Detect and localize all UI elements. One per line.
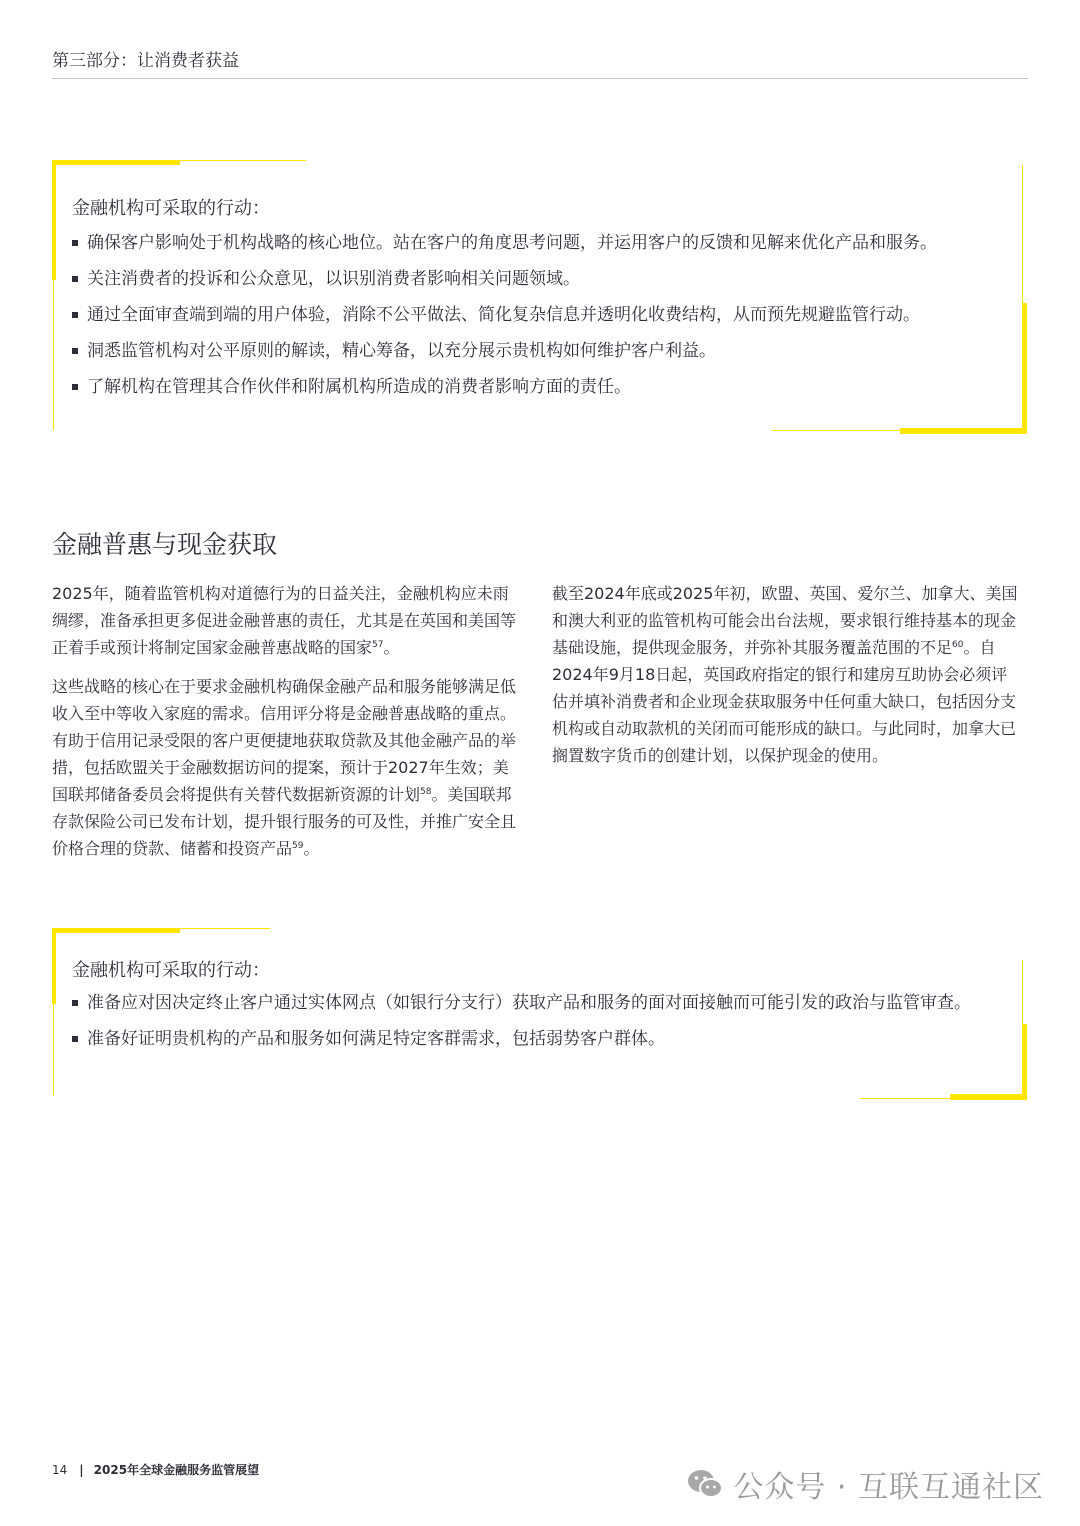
report-title: 2025年全球金融服务监管展望 bbox=[93, 1463, 260, 1477]
watermark bbox=[685, 1462, 1044, 1506]
box-frame-right-thin bbox=[1022, 960, 1023, 1024]
box-frame-bottom-thin bbox=[772, 430, 900, 431]
box-frame-top-thin bbox=[180, 928, 270, 929]
paragraph-text: 。美国联邦存款保险公司已发布计划，提升银行服务的可及性，并推广安全且价格合理的贷款、储蓄和投资产品 bbox=[52, 785, 517, 858]
page-section-header: 第三部分：让消费者获益 bbox=[52, 51, 239, 71]
page-footer bbox=[52, 1461, 259, 1478]
paragraph-text: 截至2024年底或2025年初，欧盟、英国、爱尔兰、加拿大、美国和澳大利亚的监管机构可能会出台法规，要求银行维持基本的现金基础设施，提供现金服务，并弥补其服务覆盖范围的不足 bbox=[552, 584, 1018, 657]
box-frame-left-thick bbox=[52, 160, 56, 280]
box-frame-right-thick bbox=[1022, 1024, 1027, 1100]
paragraph-end: 。 bbox=[303, 839, 320, 858]
list-item: 了解机构在管理其合作伙伴和附属机构所造成的消费者影响方面的责任。 bbox=[72, 374, 988, 400]
left-column bbox=[52, 580, 522, 874]
wechat-icon bbox=[685, 1464, 725, 1504]
footnote-ref: 57 bbox=[372, 640, 384, 650]
header-divider bbox=[52, 78, 1028, 79]
watermark-text: 公众号 · 互联互通社区 bbox=[733, 1470, 1044, 1505]
list-item: 准备应对因决定终止客户通过实体网点（如银行分支行）获取产品和服务的面对面接触而可能引发的政治与监管审查。 bbox=[72, 990, 988, 1016]
paragraph-text: 2025年，随着监管机构对道德行为的日益关注，金融机构应未雨绸缪，准备承担更多促进金融普惠的责任，尤其是在英国和美国等正着手或预计将制定国家金融普惠战略的国家 bbox=[52, 584, 517, 657]
page-number: 14 bbox=[52, 1463, 68, 1477]
actions-box-2 bbox=[52, 928, 1028, 1100]
paragraph-end: 。 bbox=[383, 638, 400, 657]
footer-separator: | bbox=[79, 1463, 84, 1477]
box-frame-top-thick bbox=[52, 928, 180, 933]
paragraph bbox=[552, 580, 1022, 769]
list-item: 关注消费者的投诉和公众意见，以识别消费者影响相关问题领域。 bbox=[72, 266, 988, 292]
box-frame-right-thin bbox=[1022, 165, 1023, 303]
box-frame-left-thin bbox=[53, 280, 54, 430]
right-column bbox=[552, 580, 1022, 781]
box-title: 金融机构可采取的行动： bbox=[72, 198, 270, 219]
list-item: 洞悉监管机构对公平原则的解读，精心筹备，以充分展示贵机构如何维护客户利益。 bbox=[72, 338, 988, 364]
box-frame-top-thick bbox=[52, 160, 180, 165]
footnote-ref: 58 bbox=[420, 787, 432, 797]
section-title: 金融普惠与现金获取 bbox=[52, 530, 278, 559]
box-title: 金融机构可采取的行动： bbox=[72, 960, 270, 981]
list-item: 确保客户影响处于机构战略的核心地位。站在客户的角度思考问题，并运用客户的反馈和见解来优化产品和服务。 bbox=[72, 230, 988, 256]
box-frame-left-thin bbox=[53, 1004, 54, 1096]
box-frame-bottom-thick bbox=[900, 428, 1027, 434]
actions-box-1 bbox=[52, 160, 1028, 434]
action-list bbox=[72, 990, 988, 1052]
action-list bbox=[72, 230, 988, 400]
box-frame-bottom-thick bbox=[950, 1094, 1027, 1100]
footnote-ref: 59 bbox=[292, 841, 304, 851]
box-frame-right-thick bbox=[1022, 303, 1027, 434]
box-frame-left-thick bbox=[52, 928, 56, 1004]
box-frame-top-thin bbox=[180, 160, 306, 161]
paragraph-text: 。自2024年9月18日起，英国政府指定的银行和建房互助协会必须评估并填补消费者和企业现金获取服务中任何重大缺口，包括因分支机构或自动取款机的关闭而可能形成的缺口。与此同时，加拿大已搁置数字货币的创建计划，以保护现金的使用。 bbox=[552, 638, 1017, 765]
paragraph bbox=[52, 673, 522, 862]
paragraph bbox=[52, 580, 522, 661]
list-item: 准备好证明贵机构的产品和服务如何满足特定客群需求，包括弱势客户群体。 bbox=[72, 1026, 988, 1052]
box-frame-bottom-thin bbox=[860, 1098, 950, 1099]
list-item: 通过全面审查端到端的用户体验，消除不公平做法、简化复杂信息并透明化收费结构，从而预先规避监管行动。 bbox=[72, 302, 988, 328]
footnote-ref: 60 bbox=[952, 640, 964, 650]
paragraph-text: 这些战略的核心在于要求金融机构确保金融产品和服务能够满足低收入至中等收入家庭的需求。信用评分将是金融普惠战略的重点。有助于信用记录受限的客户更便捷地获取贷款及其他金融产品的举措，包括欧盟关于金融数据访问的提案，预计于2027年生效；美国联邦储备委员会将提供有关替代数据新资源的计划 bbox=[52, 677, 517, 804]
